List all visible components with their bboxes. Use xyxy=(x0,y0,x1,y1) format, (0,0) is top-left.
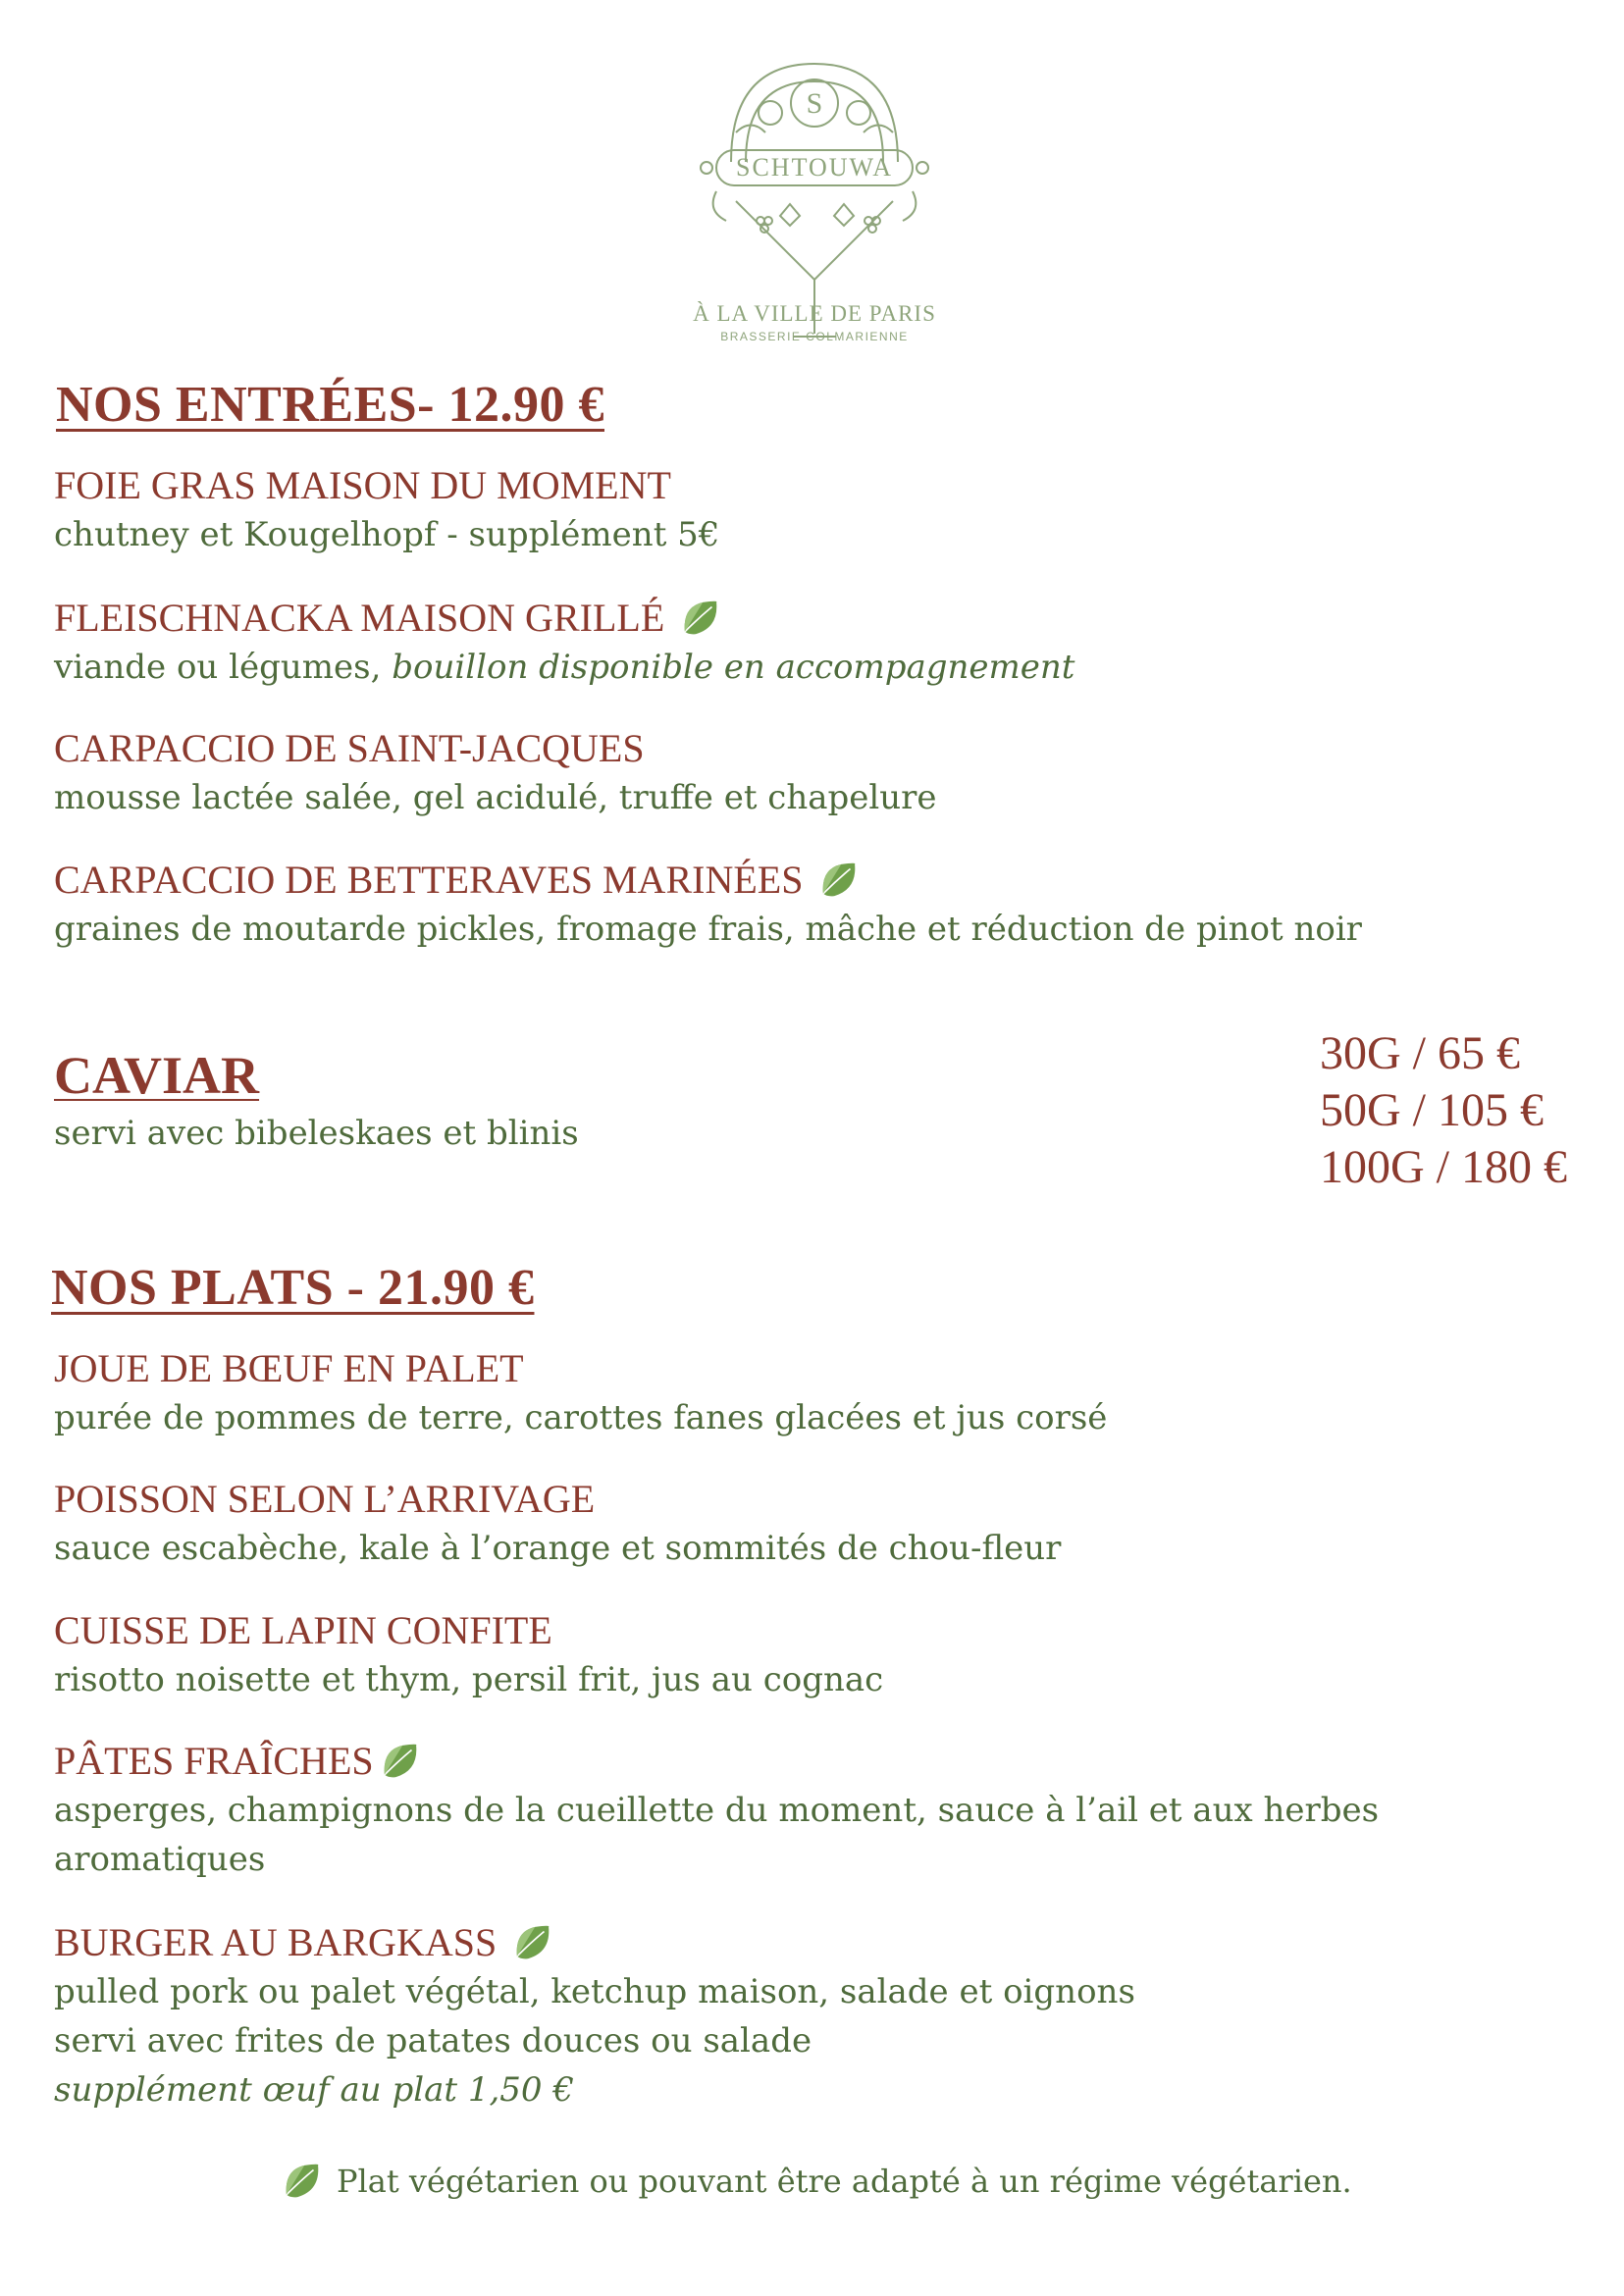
item-description: chutney et Kougelhopf - supplément 5€ xyxy=(54,515,720,554)
caviar-price: 50G / 105 € xyxy=(1320,1084,1544,1136)
item-supplement: supplément œuf au plat 1,50 € xyxy=(54,2070,575,2110)
item-description: sauce escabèche, kale à l’orange et sommités de chou-fleur xyxy=(54,1529,1062,1568)
item-name: CARPACCIO DE BETTERAVES MARINÉES xyxy=(54,858,804,902)
item-description: asperges, champignons de la cueillette du moment, sauce à l’ail et aux herbes aromatiques xyxy=(54,1791,1380,1879)
logo-name: SCHTOUWA xyxy=(736,153,893,182)
item-name: CARPACCIO DE SAINT-JACQUES xyxy=(54,726,645,770)
item-description-text: viande ou légumes, xyxy=(54,648,382,687)
item-name: BURGER AU BARGKASS xyxy=(54,1920,498,1964)
item-description-line2: servi avec frites de patates douces ou salade xyxy=(54,2021,812,2061)
logo-tagline: BRASSERIE COLMARIENNE xyxy=(720,330,909,343)
caviar-price: 100G / 180 € xyxy=(1320,1141,1567,1193)
item-description: pulled pork ou palet végétal, ketchup maison, salade et oignons xyxy=(54,1972,1135,2011)
menu-item xyxy=(54,1737,1408,1884)
item-name: PÂTES FRAÎCHES xyxy=(54,1739,374,1783)
logo-subtitle: À LA VILLE DE PARIS xyxy=(693,301,936,326)
logo-monogram: S xyxy=(806,87,823,120)
vegetarian-footnote xyxy=(280,2159,1352,2204)
caviar-price: 30G / 65 € xyxy=(1320,1027,1520,1079)
menu-item xyxy=(54,1344,1467,1442)
item-name: CUISSE DE LAPIN CONFITE xyxy=(54,1608,552,1652)
item-name: FLEISCHNACKA MAISON GRILLÉ xyxy=(54,596,665,640)
menu-item xyxy=(54,461,1467,559)
vegetarian-leaf-icon xyxy=(280,2159,325,2204)
item-description-italic: bouillon disponible en accompagnement xyxy=(392,648,1075,687)
item-description: graines de moutarde pickles, fromage frais, mâche et réduction de pinot noir xyxy=(54,910,1362,949)
vegetarian-leaf-icon xyxy=(378,1739,423,1784)
menu-item xyxy=(54,594,1467,692)
item-name-row xyxy=(54,594,1467,643)
item-description: risotto noisette et thym, persil frit, jus au cognac xyxy=(54,1660,884,1699)
item-description-italic xyxy=(54,2065,1467,2114)
item-name: FOIE GRAS MAISON DU MOMENT xyxy=(54,463,671,507)
entrees-section-title: NOS ENTRÉES- 12.90 € xyxy=(56,377,604,433)
menu-item xyxy=(54,1475,1467,1573)
caviar-title: CAVIAR xyxy=(54,1046,260,1105)
item-description: purée de pommes de terre, carottes fanes glacées et jus corsé xyxy=(54,1398,1108,1437)
caviar-prices xyxy=(1320,1025,1567,1196)
item-name-row xyxy=(54,1737,1408,1786)
menu-item xyxy=(54,1606,1467,1704)
plats-section-title: NOS PLATS - 21.90 € xyxy=(51,1260,535,1316)
menu-item xyxy=(54,724,1467,822)
vegetarian-leaf-icon xyxy=(678,596,723,641)
caviar-description: servi avec bibeleskaes et blinis xyxy=(54,1114,579,1153)
vegetarian-leaf-icon xyxy=(816,858,862,903)
item-name-row xyxy=(54,1918,1467,1967)
vegetarian-leaf-icon xyxy=(510,1920,555,1965)
item-description xyxy=(54,643,1467,692)
item-description: mousse lactée salée, gel acidulé, truffe et chapelure xyxy=(54,778,937,817)
restaurant-logo xyxy=(677,54,952,348)
item-name: JOUE DE BŒUF EN PALET xyxy=(54,1346,524,1390)
item-name-row xyxy=(54,856,1467,905)
menu-item xyxy=(54,856,1467,954)
footnote-text: Plat végétarien ou pouvant être adapté à un régime végétarien. xyxy=(337,2163,1352,2200)
item-name: POISSON SELON L’ARRIVAGE xyxy=(54,1477,596,1521)
menu-item xyxy=(54,1918,1467,2114)
